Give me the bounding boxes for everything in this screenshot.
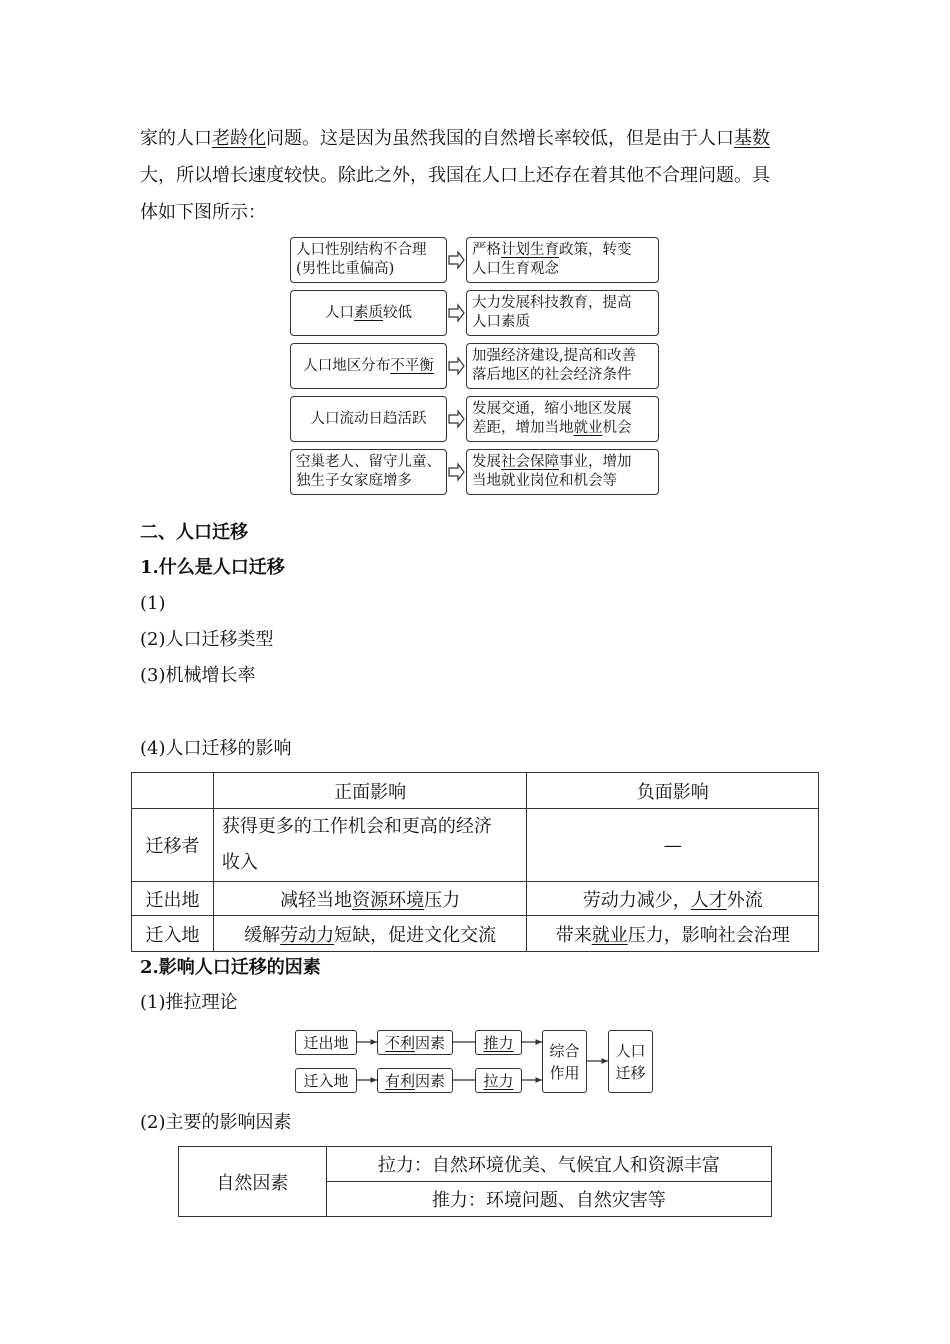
table-cell [527,882,819,916]
text: 加强经济建设,提高和改善 [472,348,637,364]
hollow-arrow-icon [447,237,466,283]
text: 当地就业岗位和机会等 [472,473,617,489]
intro-line-1 [140,120,812,157]
item-3: (3)机械增长率 [140,665,256,686]
hollow-arrow-icon [447,396,466,442]
table-cell [527,916,819,952]
migration-result-box [608,1030,653,1093]
text: 短缺，促进文化交流 [334,924,497,946]
text: 人口性别结构不合理 [296,242,427,258]
text: 人口 [615,1041,646,1060]
underlined-term: 拉力 [483,1071,514,1090]
item-2: (2)人口迁移类型 [140,629,274,650]
section-title: 二、人口迁移 [140,522,248,543]
text: 迁移 [615,1063,646,1082]
main-factors-heading: (2)主要的影响因素 [140,1112,292,1133]
table-header: 正面影响 [213,773,527,809]
text: 人口地区分布 [303,357,391,374]
push-pull-heading: (1)推拉理论 [140,992,238,1013]
text: 减轻当地 [280,889,353,911]
text: 差距，增加当地 [472,420,574,436]
text: 因素 [415,1033,446,1052]
origin-box: 迁出地 [295,1030,357,1055]
text: 落后地区的社会经济条件 [472,367,632,383]
table-row [132,916,819,952]
intro-line-3: 体如下图所示： [140,202,266,223]
solution-box [466,449,659,495]
problem-box [290,237,447,283]
text: 外流 [726,889,763,911]
problem-box [290,343,447,389]
table-cell [213,916,527,952]
solution-box [466,396,659,442]
table-cell [213,809,527,882]
underlined-term: 社会保障 [501,454,559,470]
text: 收入 [221,852,258,873]
hollow-arrow-icon [447,290,466,336]
underlined-term: 不平衡 [390,357,434,374]
solution-box [466,237,659,283]
text: 获得更多的工作机会和更高的经济 [221,816,492,837]
population-problems-diagram [290,237,662,495]
text: 发展 [472,454,501,470]
text: 空巢老人、留守儿童、 [296,454,441,470]
intro-line-2: 大，所以增长速度较快。除此之外，我国在人口上还存在着其他不合理问题。具 [140,165,770,186]
item-1: (1) [140,593,166,614]
underlined-term: 计划生育 [501,242,559,258]
table-row [132,882,819,916]
destination-box: 迁入地 [295,1068,357,1093]
underlined-term: 就业 [591,924,628,946]
row-label: 迁移者 [132,809,214,882]
row-label: 迁入地 [132,916,214,952]
text: 人口素质 [472,314,530,330]
text: 较低 [383,304,412,321]
hollow-arrow-icon [447,343,466,389]
text: 作用 [549,1063,580,1082]
text: 压力，影响社会治理 [627,924,790,946]
natural-factors-table [178,1146,772,1217]
factors-heading: 2.影响人口迁移的因素 [140,957,321,978]
underlined-term: 有利 [384,1071,415,1090]
text: 机会 [602,420,632,436]
unfavorable-factors-box [377,1030,453,1055]
text: 人口 [325,304,354,321]
row-label: 自然因素 [179,1147,327,1217]
question-heading: 1.什么是人口迁移 [140,557,285,578]
table-cell: 推力：环境问题、自然灾害等 [326,1182,771,1217]
row-label: 迁出地 [132,882,214,916]
item-4: (4)人口迁移的影响 [140,738,292,759]
table-row [179,1147,772,1182]
text: 家的人口 [140,128,212,149]
table-cell [213,882,527,916]
table-cell: — [527,809,819,882]
table-header-row [132,773,819,809]
text: 事业，增加 [559,454,632,470]
underlined-term: 老龄化 [212,128,266,149]
text: 问题。这是因为虽然我国的自然增长率较低，但是由于人口 [266,128,734,149]
problem-box [290,449,447,495]
favorable-factors-box [377,1068,453,1093]
push-pull-diagram [295,1027,655,1095]
underlined-term: 就业 [573,420,603,436]
text: 因素 [415,1071,446,1090]
text: 严格 [472,242,501,258]
combined-effect-box [542,1030,587,1093]
hollow-arrow-icon [447,449,466,495]
underlined-term: 劳动力 [280,924,335,946]
text: 综合 [549,1041,580,1060]
text: 独生子女家庭增多 [296,473,412,489]
underlined-term: 不利 [384,1033,415,1052]
text: 人口生育观念 [472,261,559,277]
underlined-term: 资源环境 [352,889,425,911]
pull-force-box [475,1068,522,1093]
text: 缓解 [244,924,281,946]
text: (男性比重偏高) [296,261,395,277]
table-header: 负面影响 [527,773,819,809]
table-row [132,809,819,882]
problem-box [290,290,447,336]
push-force-box [475,1030,522,1055]
underlined-term: 人才 [690,889,727,911]
text: 带来 [555,924,592,946]
text: 劳动力减少， [582,889,691,911]
text: 人口流动日趋活跃 [310,410,427,427]
problem-box [290,396,447,442]
text: 大力发展科技教育，提高 [472,295,632,311]
text: 发展交通，缩小地区发展 [472,401,632,417]
underlined-term: 素质 [354,304,383,321]
underlined-term: 基数 [734,128,770,149]
solution-box [466,343,659,389]
solution-box [466,290,659,336]
migration-impact-table [131,772,819,952]
table-header [132,773,214,809]
underlined-term: 推力 [483,1033,514,1052]
table-cell: 拉力：自然环境优美、气候宜人和资源丰富 [326,1147,771,1182]
text: 政策，转变 [559,242,632,258]
text: 压力 [424,889,461,911]
